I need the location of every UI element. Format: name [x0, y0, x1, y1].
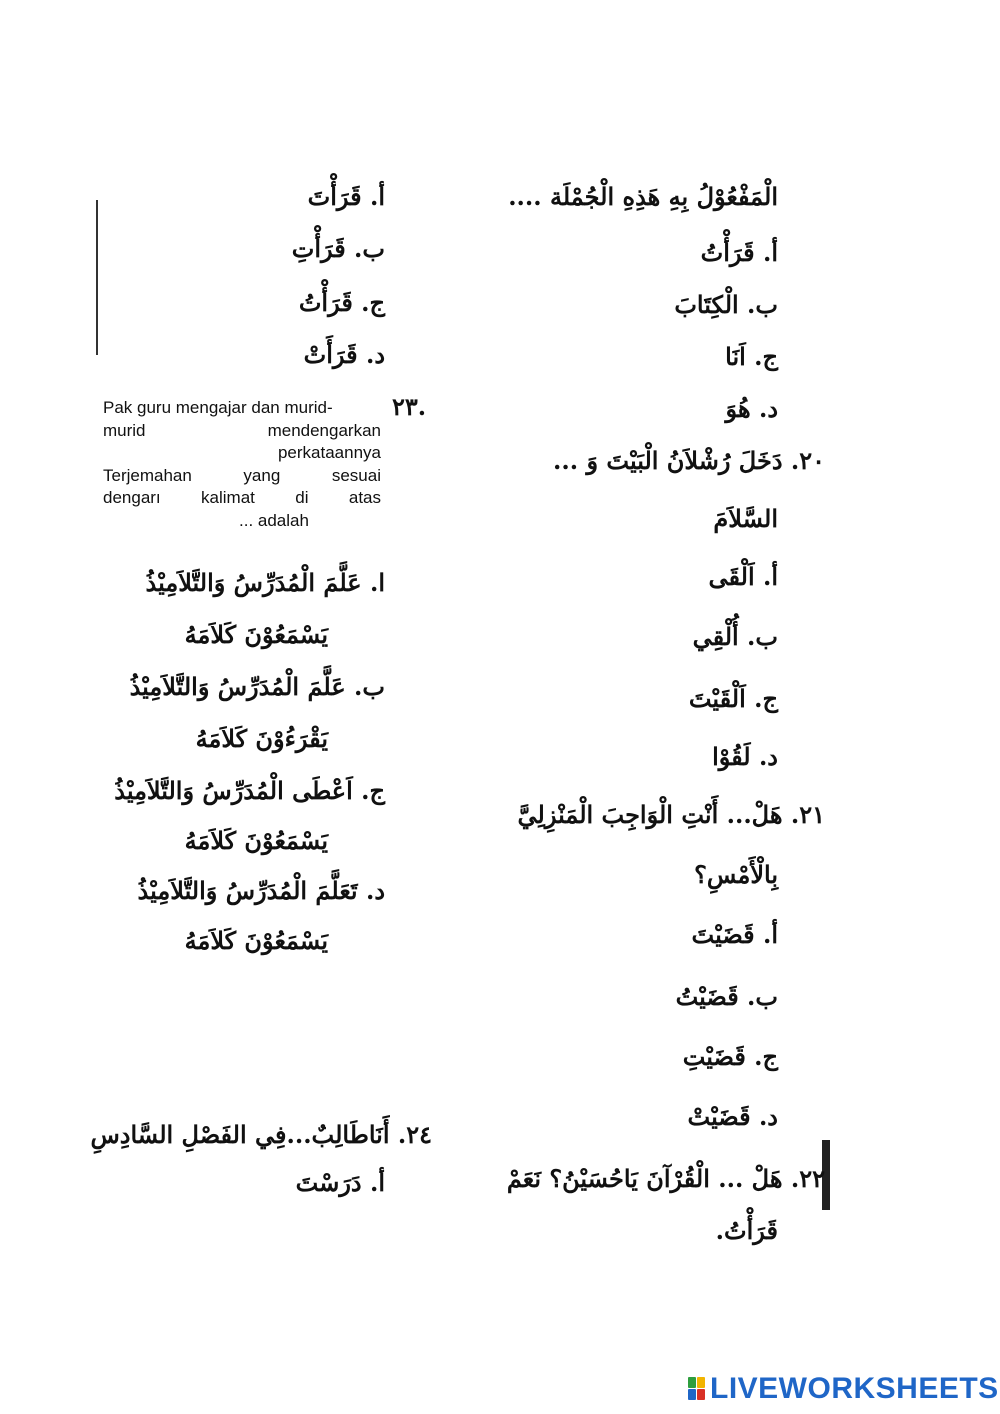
q20-line2: السَّلاَمَ [713, 504, 778, 533]
q19-intro: الْمَفْعُوْلُ بِهِ هَذِهِ الْجُمْلَة .... [508, 182, 778, 211]
q23-text-line: murid mendengarkan [103, 420, 381, 440]
q19b-option-d: د. قَرَأَتْ [303, 340, 385, 369]
q23-question-text [103, 397, 381, 532]
q23-option-d-line1: د. تَعَلَّمَ الْمُدَرِّسُ وَالتَّلاَمِيْذُ [137, 876, 385, 905]
q23-option-a-line1: ا. عَلَّمَ الْمُدَرِّسُ وَالتَّلاَمِيْذُ [145, 568, 385, 597]
q19-option-a: أ. قَرَأْتُ [700, 238, 778, 267]
q19-option-d: د. هُوَ [725, 394, 778, 423]
q23-number: .٢٣ [392, 392, 427, 421]
q21-option-a: أ. قَضَيْتَ [691, 920, 778, 949]
q19b-option-c: ج. قَرَأْتُ [298, 288, 385, 317]
q21-option-c: ج. قَضَيْتِ [682, 1042, 778, 1071]
q23-option-b-line1: ب. عَلَّمَ الْمُدَرِّسُ وَالتَّلاَمِيْذُ [129, 672, 385, 701]
q20-line1: ٢٠. دَخَلَ رُشْلاَنُ الْبَيْتَ وَ ... [553, 446, 825, 475]
q23-text-line: dengarı kalimat di atas [103, 488, 381, 507]
q21-line1: ٢١. هَلْ... أَنْتِ الْوَاجِبَ الْمَنْزِلِيَّ [517, 800, 825, 829]
q23-option-c-line1: ج. اَعْطَى الْمُدَرِّسُ وَالتَّلاَمِيْذُ [114, 776, 385, 805]
q20-option-b: ب. أُلْقِي [692, 622, 778, 651]
q24-question: ٢٤. أَنَاطَالِبٌ...فِي الفَصْلِ السَّادِسِ [90, 1120, 432, 1149]
q23-text-line: perkataannya [277, 443, 381, 462]
q21-option-b: ب. قَضَيْتُ [675, 982, 778, 1011]
q20-option-a: أ. اَلْقَى [708, 562, 778, 591]
q19b-option-a: أ. قَرَأْتَ [307, 182, 385, 211]
scan-edge-line [96, 200, 98, 355]
q23-option-c-line2: يَسْمَعُوْنَ كَلاَمَهُ [184, 826, 328, 855]
q22-line2: قَرَأْتُ. [715, 1216, 778, 1245]
liveworksheets-logo[interactable] [688, 1372, 999, 1406]
q19b-option-b: ب. قَرَأْتِ [291, 234, 385, 263]
q20-option-c: ج. اَلْقَيْتَ [688, 684, 778, 713]
q19-option-b: ب. الْكِتَابَ [674, 290, 778, 319]
q23-option-b-line2: يَقْرَءُوْنَ كَلاَمَهُ [195, 724, 328, 753]
liveworksheets-logo-icon [688, 1377, 706, 1401]
q22-line1: ٢٢. هَلْ ... الْقُرْآنَ يَاحُسَيْنُ؟ نَعَمْ [506, 1164, 825, 1193]
q23-text-line: Terjemahan yang sesuai [103, 465, 381, 485]
q21-line2: بِالْأَمْسِ؟ [694, 860, 778, 889]
q19-option-c: ج. اَنَا [725, 342, 778, 371]
q23-option-a-line2: يَسْمَعُوْنَ كَلاَمَهُ [184, 620, 328, 649]
q21-option-d: د. قَضَيْتْ [687, 1102, 778, 1131]
q20-option-d: د. لَقُوْا [712, 742, 778, 771]
q23-text-line: ... adalah [239, 510, 309, 530]
liveworksheets-logo-text: LIVEWORKSHEETS [710, 1372, 999, 1405]
q23-option-d-line2: يَسْمَعُوْنَ كَلاَمَهُ [184, 926, 328, 955]
q24-option-a: أ. دَرَسْتَ [295, 1168, 385, 1197]
q23-text-line: Pak guru mengajar dan murid- [103, 398, 333, 417]
